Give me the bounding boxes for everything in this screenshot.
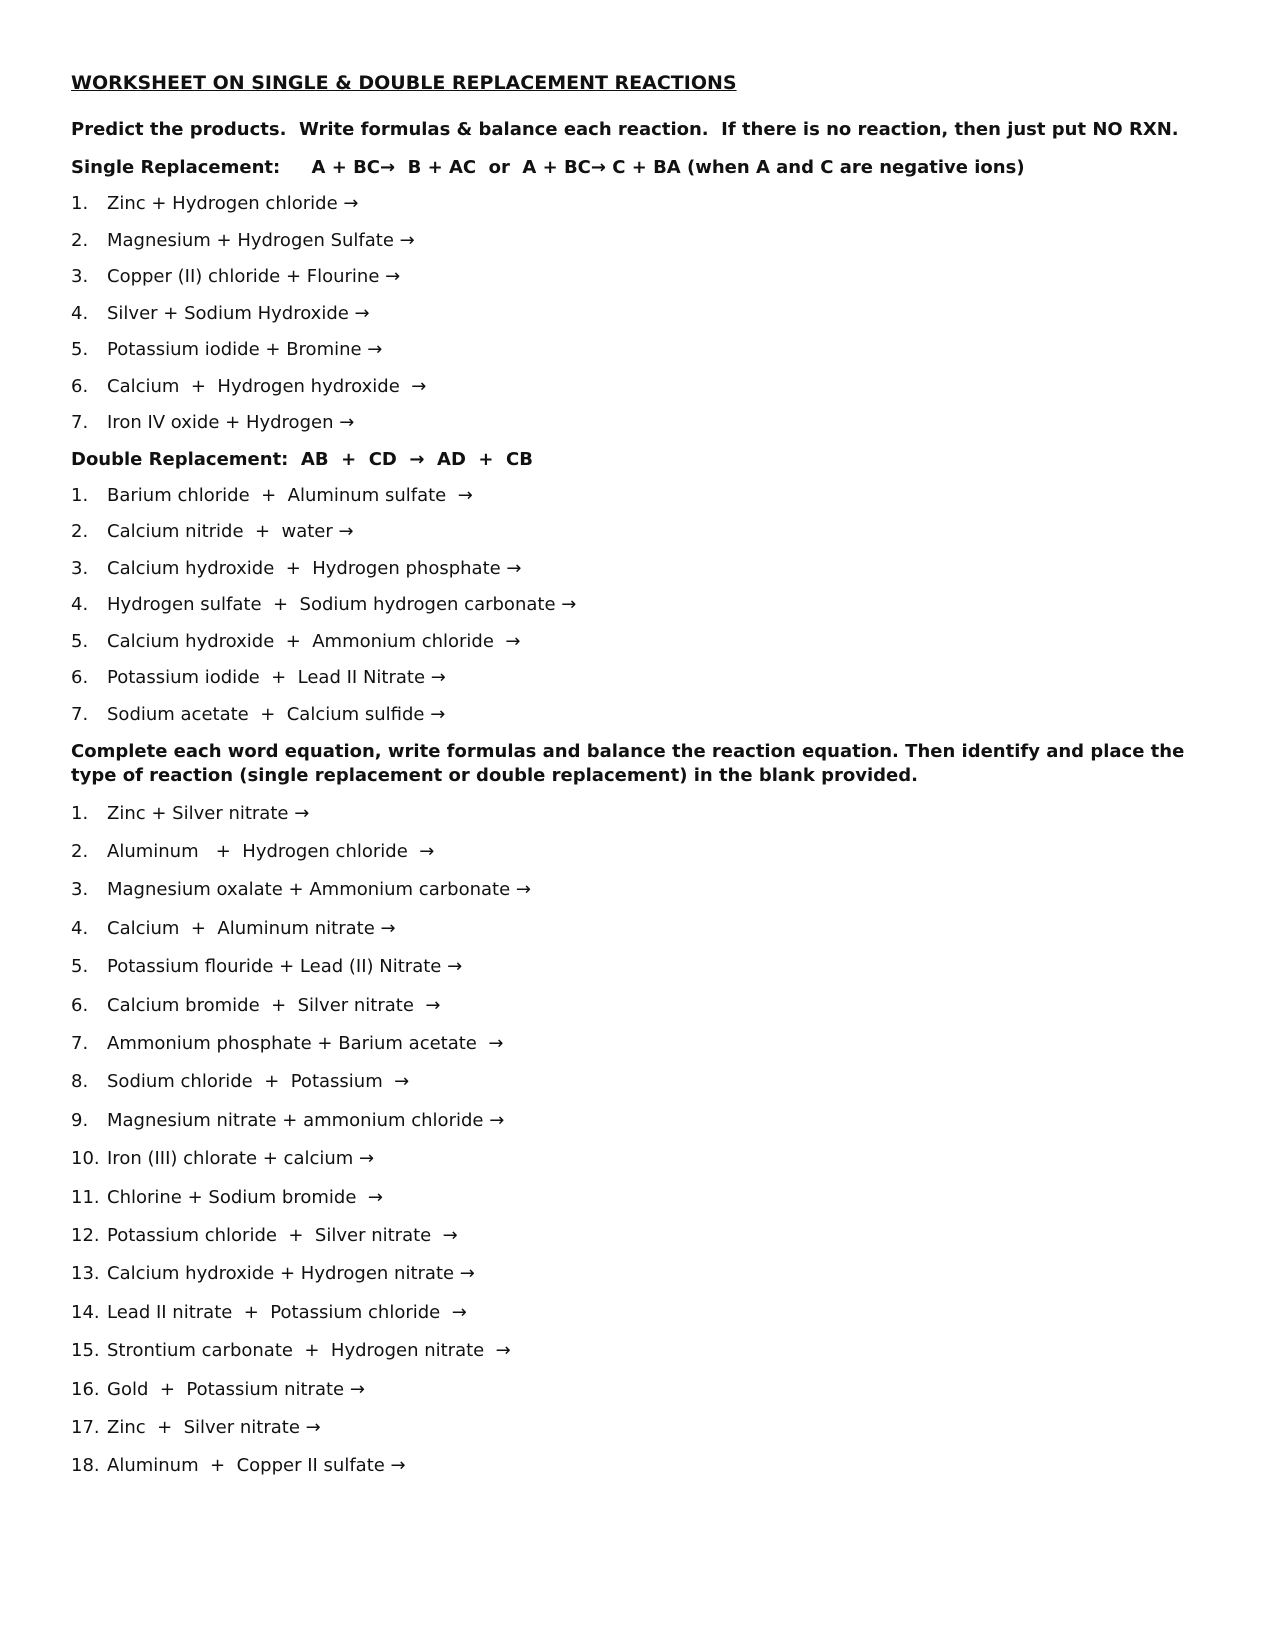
list-item: [71, 1378, 1211, 1402]
item-number: 18.: [71, 1455, 100, 1477]
item-number: 2.: [71, 229, 89, 251]
list-item: [71, 1262, 1211, 1286]
list-item: [71, 484, 1211, 508]
item-number: 13.: [71, 1263, 100, 1285]
list-item: [71, 666, 1211, 690]
list-item: [71, 1416, 1211, 1440]
list-item: [71, 1301, 1211, 1325]
list-item: [71, 917, 1211, 941]
complete-equations-list: [71, 802, 1211, 1479]
item-number: 2.: [71, 521, 89, 543]
item-number: 2.: [71, 841, 89, 863]
item-number: 1.: [71, 484, 89, 506]
item-number: 4.: [71, 917, 89, 939]
list-item: [71, 192, 1211, 216]
item-text: Calcium hydroxide + Hydrogen phosphate →: [107, 557, 522, 579]
item-number: 7.: [71, 704, 89, 726]
double-replacement-heading: Double Replacement: AB + CD → AD + CB: [71, 448, 533, 470]
item-number: 3.: [71, 557, 89, 579]
list-item: [71, 229, 1211, 253]
item-text: Potassium iodide + Lead II Nitrate →: [107, 667, 446, 689]
item-text: Barium chloride + Aluminum sulfate →: [107, 484, 473, 506]
item-number: 9.: [71, 1109, 89, 1131]
item-number: 14.: [71, 1301, 100, 1323]
item-text: Calcium hydroxide + Ammonium chloride →: [107, 630, 521, 652]
item-text: Calcium + Hydrogen hydroxide →: [107, 375, 427, 397]
list-item: [71, 840, 1211, 864]
item-text: Calcium nitride + water →: [107, 521, 354, 543]
list-item: [71, 1224, 1211, 1248]
item-text: Magnesium + Hydrogen Sulfate →: [107, 229, 415, 251]
item-text: Silver + Sodium Hydroxide →: [107, 302, 370, 324]
list-item: [71, 265, 1211, 289]
item-text: Aluminum + Copper II sulfate →: [107, 1455, 406, 1477]
item-text: Iron (III) chlorate + calcium →: [107, 1148, 375, 1170]
worksheet-page: [71, 70, 1211, 1493]
item-number: 5.: [71, 630, 89, 652]
item-text: Chlorine + Sodium bromide →: [107, 1186, 383, 1208]
single-replacement-heading: Single Replacement: A + BC→ B + AC or A + BC→ C + BA (when A and C are negative ions): [71, 157, 1025, 178]
list-item: [71, 630, 1211, 654]
item-text: Copper (II) chloride + Flourine →: [107, 266, 401, 287]
list-item: [71, 338, 1211, 362]
item-number: 6.: [71, 375, 89, 397]
list-item: [71, 1109, 1211, 1133]
item-text: Ammonium phosphate + Barium acetate →: [107, 1033, 504, 1054]
list-item: [71, 802, 1211, 826]
item-text: Lead II nitrate + Potassium chloride →: [107, 1301, 467, 1323]
item-number: 8.: [71, 1071, 89, 1093]
item-number: 16.: [71, 1378, 100, 1400]
item-text: Aluminum + Hydrogen chloride →: [107, 841, 435, 863]
list-item: [71, 1147, 1211, 1171]
list-item: [71, 955, 1211, 979]
item-text: Zinc + Hydrogen chloride →: [107, 193, 359, 214]
item-text: Hydrogen sulfate + Sodium hydrogen carbonate →: [107, 594, 577, 616]
item-text: Calcium bromide + Silver nitrate →: [107, 994, 441, 1016]
list-item: [71, 1186, 1211, 1210]
item-number: 11.: [71, 1186, 100, 1208]
item-number: 7.: [71, 1033, 89, 1054]
item-number: 15.: [71, 1340, 100, 1362]
item-text: Iron IV oxide + Hydrogen →: [107, 412, 355, 433]
item-text: Calcium hydroxide + Hydrogen nitrate →: [107, 1263, 475, 1285]
item-number: 7.: [71, 412, 89, 433]
double-replacement-list: [71, 484, 1211, 728]
list-item: [71, 375, 1211, 399]
item-text: Sodium acetate + Calcium sulfide →: [107, 704, 446, 726]
list-item: [71, 994, 1211, 1018]
item-number: 4.: [71, 594, 89, 616]
item-text: Magnesium nitrate + ammonium chloride →: [107, 1109, 505, 1131]
item-number: 3.: [71, 266, 89, 287]
list-item: [71, 302, 1211, 326]
instructions: Predict the products. Write formulas & balance each reaction. If there is no reaction, then just put NO RXN.: [71, 119, 1179, 140]
item-number: 3.: [71, 879, 89, 901]
item-text: Potassium chloride + Silver nitrate →: [107, 1224, 458, 1246]
item-text: Magnesium oxalate + Ammonium carbonate →: [107, 879, 531, 901]
item-text: Potassium iodide + Bromine →: [107, 339, 383, 360]
list-item: [71, 1032, 1211, 1056]
item-text: Gold + Potassium nitrate →: [107, 1378, 365, 1400]
item-text: Sodium chloride + Potassium →: [107, 1071, 410, 1093]
list-item: [71, 1454, 1211, 1478]
list-item: [71, 878, 1211, 902]
list-item: [71, 520, 1211, 544]
list-item: [71, 703, 1211, 727]
item-text: Strontium carbonate + Hydrogen nitrate →: [107, 1340, 511, 1362]
worksheet-title: WORKSHEET ON SINGLE & DOUBLE REPLACEMENT REACTIONS: [71, 72, 737, 94]
list-item: [71, 593, 1211, 617]
item-number: 5.: [71, 956, 89, 978]
list-item: [71, 1339, 1211, 1363]
list-item: [71, 1070, 1211, 1094]
item-text: Calcium + Aluminum nitrate →: [107, 917, 396, 939]
item-number: 10.: [71, 1148, 100, 1170]
item-number: 17.: [71, 1416, 100, 1438]
list-item: [71, 557, 1211, 581]
single-replacement-list: [71, 192, 1211, 435]
item-number: 1.: [71, 193, 89, 214]
item-text: Potassium flouride + Lead (II) Nitrate →: [107, 956, 463, 978]
item-number: 5.: [71, 339, 89, 360]
item-number: 4.: [71, 302, 89, 324]
item-text: Zinc + Silver nitrate →: [107, 1416, 321, 1438]
item-number: 1.: [71, 802, 89, 824]
list-item: [71, 411, 1211, 435]
complete-instructions: Complete each word equation, write formulas and balance the reaction equation. Then identify and place the type of reaction (single replacement or double replacement) in the blank provided.: [71, 740, 1185, 786]
item-text: Zinc + Silver nitrate →: [107, 802, 310, 824]
item-number: 6.: [71, 667, 89, 689]
item-number: 6.: [71, 994, 89, 1016]
item-number: 12.: [71, 1224, 100, 1246]
